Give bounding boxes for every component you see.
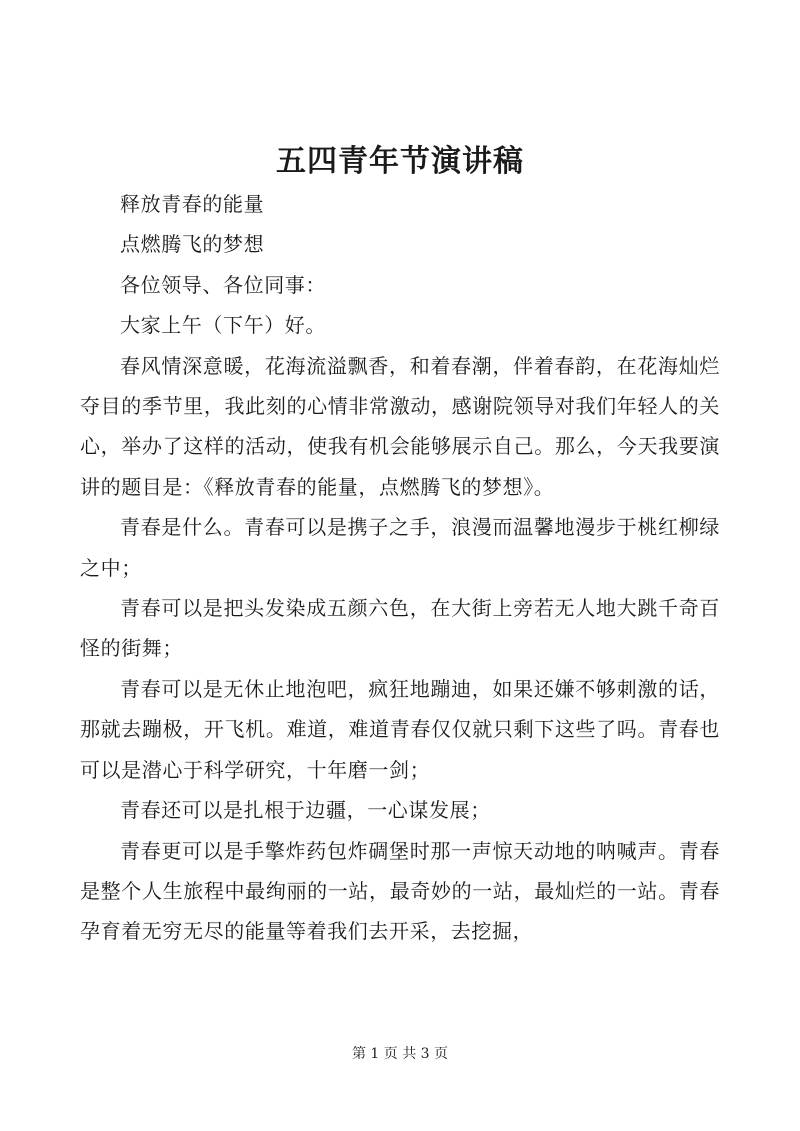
paragraph: 释放青春的能量 [120, 192, 265, 216]
paragraph: 青春更可以是手擎炸药包炸碉堡时那一声惊天动地的呐喊声。青春是整个人生旅程中最绚丽的一站，最奇妙的一站，最灿烂的一站。青春孕育着无穷无尽的能量等着我们去开采，去挖掘， [80, 838, 720, 944]
document-body [80, 184, 720, 952]
paragraph: 青春还可以是扎根于边疆，一心谋发展； [120, 798, 491, 823]
paragraph: 各位领导、各位同事： [120, 272, 326, 297]
document-title: 五四青年节演讲稿 [276, 144, 524, 179]
paragraph: 大家上午（下午）好。 [120, 313, 326, 338]
paragraph: 青春可以是无休止地泡吧，疯狂地蹦迪，如果还嫌不够刺激的话，那就去蹦极，开飞机。难道，难道青春仅仅就只剩下这些了吗。青春也可以是潜心于科学研究，十年磨一剑； [80, 676, 720, 782]
paragraph: 点燃腾飞的梦想 [120, 232, 265, 257]
paragraph: 青春是什么。青春可以是携子之手，浪漫而温馨地漫步于桃红柳绿之中； [80, 515, 720, 580]
paragraph: 青春可以是把头发染成五颜六色，在大街上旁若无人地大跳千奇百怪的街舞； [80, 596, 720, 661]
page-footer: 第 1 页 共 3 页 [351, 1046, 449, 1062]
paragraph: 春风情深意暖，花海流溢飘香，和着春潮，伴着春韵，在花海灿烂夺目的季节里，我此刻的心情非常激动，感谢院领导对我们年轻人的关心，举办了这样的活动，使我有机会能够展示自己。那么，今天我要演讲的题目是：《释放青春的能量，点燃腾飞的梦想》。 [80, 353, 720, 499]
